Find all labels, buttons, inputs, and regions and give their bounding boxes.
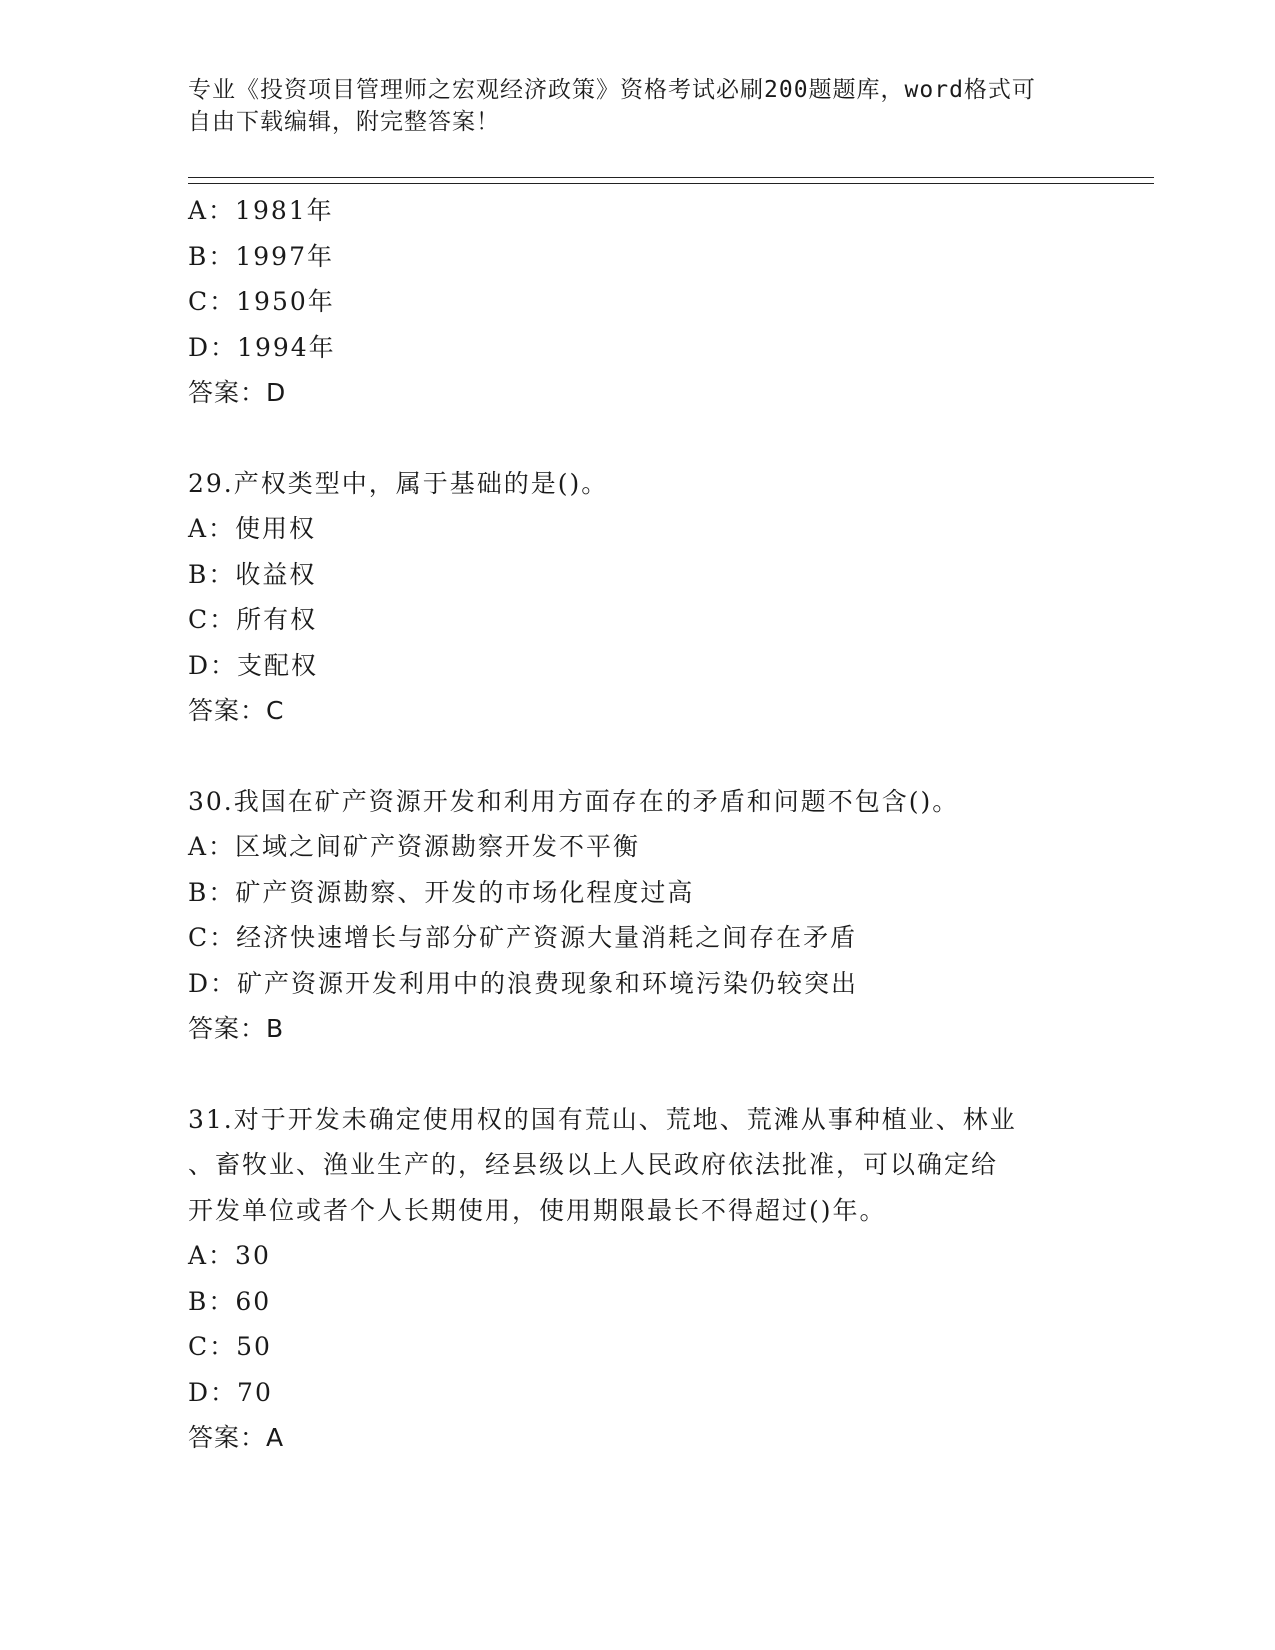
- option-d: D：70: [188, 1377, 273, 1407]
- option-a: A：使用权: [188, 514, 317, 543]
- option-a: A：1981年: [188, 196, 334, 225]
- spacer: [188, 1052, 1088, 1097]
- answer: 答案：D: [188, 378, 287, 407]
- question-30: [188, 779, 1088, 1052]
- question-stem-line-1: 31.对于开发未确定使用权的国有荒山、荒地、荒滩从事种植业、林业: [188, 1104, 1017, 1134]
- question-29: [188, 461, 1088, 734]
- question-stem-line-3: 开发单位或者个人长期使用，使用期限最长不得超过()年。: [188, 1195, 887, 1225]
- option-c: C：1950年: [188, 287, 335, 316]
- question-stem-line-2: 、畜牧业、渔业生产的，经县级以上人民政府依法批准，可以确定给: [188, 1150, 999, 1179]
- option-b: B：1997年: [188, 241, 334, 271]
- question-list: [188, 188, 1088, 1461]
- option-d: D：矿产资源开发利用中的浪费现象和环境污染仍较突出: [188, 968, 859, 998]
- header-rule-top: [188, 177, 1154, 178]
- option-b: B：收益权: [188, 559, 317, 589]
- option-d: D：1994年: [188, 332, 336, 362]
- answer: 答案：B: [188, 1014, 285, 1043]
- option-a: A：区域之间矿产资源勘察开发不平衡: [188, 832, 641, 861]
- question-28: [188, 188, 1088, 416]
- header-line-1: 专业《投资项目管理师之宏观经济政策》资格考试必刷200题题库，word格式可: [188, 77, 1036, 103]
- option-a: A：30: [188, 1241, 271, 1270]
- header-line-2: 自由下载编辑，附完整答案！: [188, 109, 500, 135]
- option-c: C：所有权: [188, 605, 318, 634]
- option-c: C：50: [188, 1332, 272, 1361]
- question-31: [188, 1097, 1088, 1461]
- answer: 答案：C: [188, 696, 285, 725]
- option-b: B：60: [188, 1286, 272, 1316]
- header-rule-bottom: [188, 183, 1154, 184]
- option-c: C：经济快速增长与部分矿产资源大量消耗之间存在矛盾: [188, 923, 858, 952]
- answer: 答案：A: [188, 1423, 285, 1452]
- option-d: D：支配权: [188, 650, 319, 680]
- question-stem: 30.我国在矿产资源开发和利用方面存在的矛盾和问题不包含()。: [188, 786, 960, 816]
- spacer: [188, 734, 1088, 779]
- option-b: B：矿产资源勘察、开发的市场化程度过高: [188, 877, 695, 907]
- spacer: [188, 416, 1088, 461]
- question-stem: 29.产权类型中，属于基础的是()。: [188, 468, 609, 498]
- document-header: [188, 74, 1088, 138]
